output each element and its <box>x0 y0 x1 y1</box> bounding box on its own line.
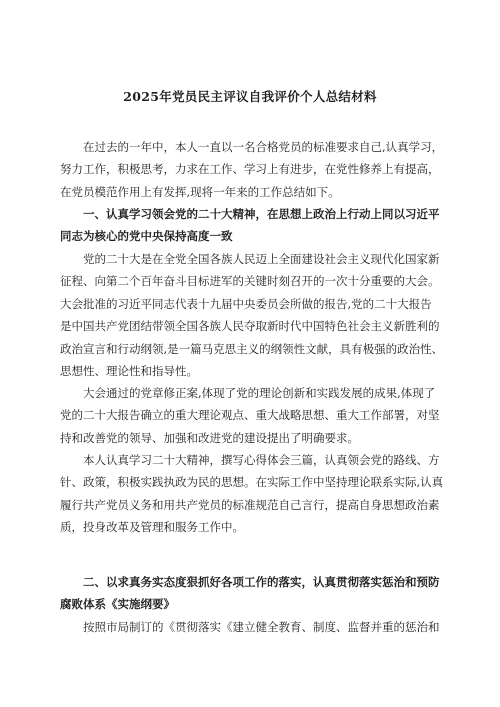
text-line: 按照市局制订的《贯彻落实《建立健全教育、制度、监督并重的惩治和 <box>83 620 440 634</box>
document-title: 2025年党员民主评议自我评价个人总结材料 <box>123 89 377 104</box>
text-line: 努力工作，积极思考，力求在工作、学习上有进步，在党性修养上有提高， <box>60 162 440 177</box>
text-line: 大会通过的党章修正案,体现了党的理论创新和实践发展的成果,体现了 <box>83 386 436 400</box>
text-line: 在党员模范作用上有发挥,现将一年来的工作总结如下。 <box>60 184 340 199</box>
text-line: 在过去的一年中，本人一直以一名合格党员的标准要求自己,认真学习， <box>83 140 444 154</box>
text-line: 党的二十大报告确立的重大理论观点、重大战略思想、重大工作部署，对坚 <box>60 408 440 423</box>
text-line: 政治宣言和行动纲领,是一篇马克思主义的纲领性文献，具有极强的政治性、 <box>60 341 444 356</box>
text-line: 党的二十大是在全党全国各族人民迈上全面建设社会主义现代化国家新 <box>83 252 440 266</box>
text-line: 征程、向第二个百年奋斗目标进军的关键时刻召开的一次十分重要的大会。 <box>60 274 440 289</box>
heading-line: 同志为核心的党中央保持高度一致 <box>60 229 233 244</box>
text-line: 履行共产党员义务和用共产党员的标准规范自己言行，提高自身思想政治素 <box>60 497 440 512</box>
text-line: 持和改善党的领导、加强和改进党的建设提出了明确要求。 <box>60 430 359 445</box>
text-line: 本人认真学习二十大精神，撰写心得体会三篇，认真领会党的路线、方 <box>83 453 440 467</box>
section-1-paragraph-1 <box>60 248 460 382</box>
heading-line: 一、认真学习领会党的二十大精神，在思想上政治上行动上同以习近平 <box>83 207 440 221</box>
heading-line: 腐败体系《实施纲要》 <box>60 597 175 612</box>
text-line: 大会批准的习近平同志代表十九届中央委员会所做的报告,党的二十大报告 <box>60 296 432 311</box>
section-1-heading <box>60 203 460 248</box>
text-line: 是中国共产党团结带领全国各族人民夺取新时代中国特色社会主义新胜利的 <box>60 319 440 334</box>
text-line: 质，投身改革及管理和服务工作中。 <box>60 520 244 535</box>
section-1-paragraph-3 <box>60 449 460 539</box>
intro-paragraph <box>60 136 460 203</box>
text-line: 思想性、理论性和指导性。 <box>60 363 198 378</box>
heading-line: 二、以求真务实态度狠抓好各项工作的落实，认真贯彻落实惩治和预防 <box>83 575 440 589</box>
section-2-paragraph-1 <box>60 616 460 638</box>
text-line: 针、政策，积极实践执政为民的思想。在实际工作中坚持理论联系实际,认真 <box>60 475 444 490</box>
section-1-paragraph-2 <box>60 382 460 449</box>
section-2-heading <box>60 571 460 616</box>
